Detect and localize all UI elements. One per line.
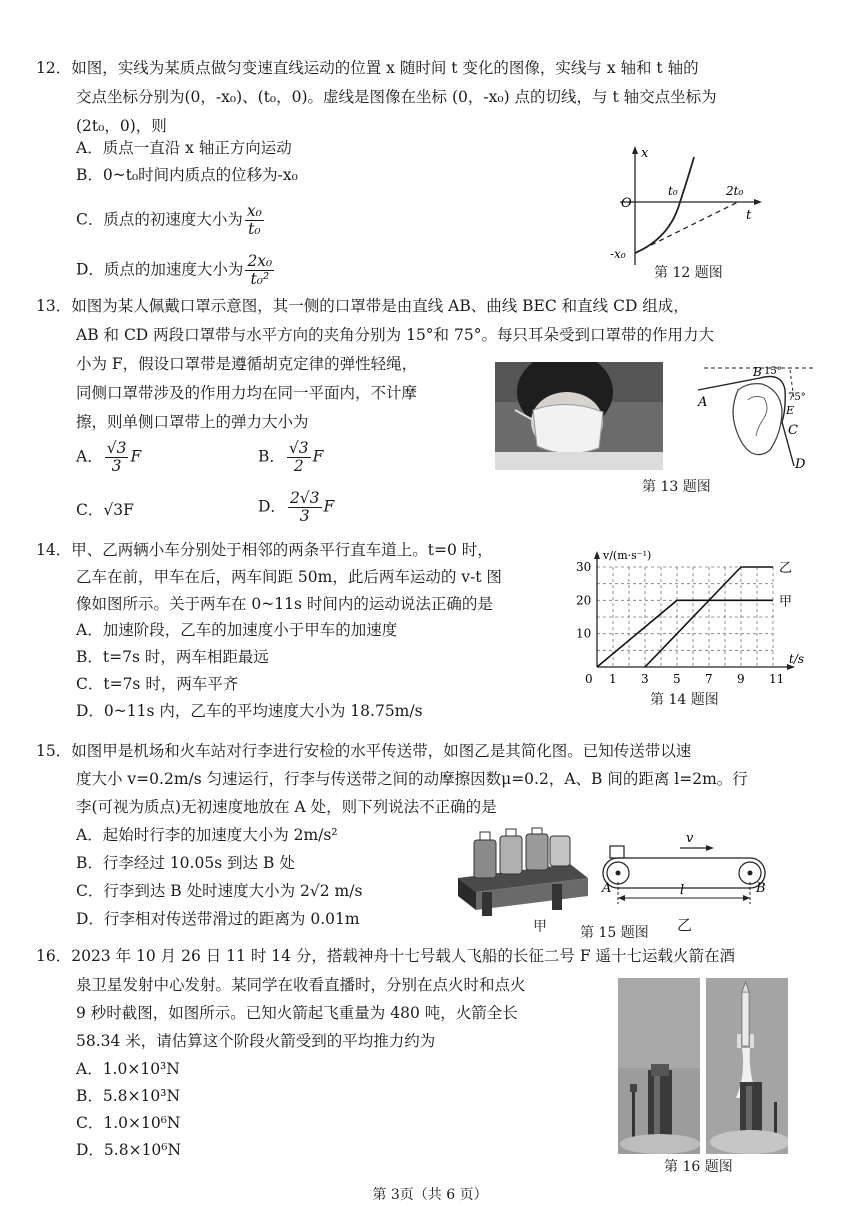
q15-label-yi: 乙 bbox=[677, 916, 693, 934]
q12-origin-label: O bbox=[621, 196, 632, 211]
q13-point-e: E bbox=[786, 404, 795, 417]
q14-vt-chart bbox=[575, 545, 815, 687]
q15-option-d: D．行李相对传送带滑过的距离为 0.01m bbox=[76, 910, 360, 928]
q14-option-b: B．t=7s 时，两车相距最远 bbox=[76, 648, 269, 666]
q12-stem-line3: (2t₀，0)，则 bbox=[76, 117, 167, 135]
q12-option-a: A．质点一直沿 x 轴正方向运动 bbox=[76, 139, 292, 157]
q15-stem-line1: 15．如图甲是机场和火车站对行李进行安检的水平传送带，如图乙是其简化图。已知传送带以速 bbox=[36, 742, 692, 760]
q12-t0-label: t₀ bbox=[668, 184, 678, 198]
q14-option-a: A．加速阶段，乙车的加速度小于甲车的加速度 bbox=[76, 621, 398, 639]
q13-mask-photo bbox=[495, 362, 663, 470]
q15-label-jia: 甲 bbox=[533, 919, 547, 935]
q13-point-d: D bbox=[795, 457, 806, 472]
q13-angle-75: 75° bbox=[788, 392, 806, 403]
q16-stem-line1: 16．2023 年 10 月 26 日 11 时 14 分，搭载神舟十七号载人飞船的长征二号 F 遥十七运载火箭在酒 bbox=[36, 947, 736, 965]
q14-stem-line2: 乙车在前，甲车在后，两车间距 50m，此后两车运动的 v-t 图 bbox=[76, 568, 502, 586]
q14-stem-line3: 像如图所示。关于两车在 0~11s 时间内的运动说法正确的是 bbox=[76, 595, 493, 613]
q13-caption: 第 13 题图 bbox=[642, 479, 711, 495]
q15-option-a: A．起始时行李的加速度大小为 2m/s² bbox=[76, 826, 338, 844]
x-tick-label: 3 bbox=[641, 672, 649, 686]
q12-stem-line2: 交点坐标分别为(0，-x₀)、(t₀，0)。虚线是图像在坐标 (0，-x₀) 点的切线，与 t 轴交点坐标为 bbox=[76, 88, 717, 106]
x-tick-label: 0 bbox=[585, 672, 593, 686]
q13-stem-line3: 小为 F，假设口罩带是遵循胡克定律的弹性轻绳， bbox=[76, 355, 418, 373]
q16-option-c: C．1.0×10⁶N bbox=[76, 1114, 181, 1132]
q15-velocity-label: v bbox=[686, 832, 694, 846]
q16-stem-line4: 58.34 米，请估算这个阶段火箭受到的平均推力约为 bbox=[76, 1032, 436, 1050]
q13-option-d: D． $\frac{2√3}{3}$ F bbox=[258, 489, 335, 525]
q13-stem-line2: AB 和 CD 两段口罩带与水平方向的夹角分别为 15°和 75°。每只耳朵受到口罩带的作用力大 bbox=[76, 326, 714, 344]
q14-option-c: C．t=7s 时，两车平齐 bbox=[76, 675, 239, 693]
series-label-乙: 乙 bbox=[779, 561, 793, 576]
q15-caption: 第 15 题图 bbox=[580, 925, 649, 941]
q15-option-b: B．行李经过 10.05s 到达 B 处 bbox=[76, 854, 295, 872]
q15-option-c: C．行李到达 B 处时速度大小为 2√2 m/s bbox=[76, 882, 363, 900]
q16-launch-photo-ignition bbox=[618, 978, 700, 1154]
x-tick-label: 11 bbox=[769, 672, 785, 686]
q12-minus-x0-label: -x₀ bbox=[610, 247, 626, 261]
q16-launch-photo-9s bbox=[706, 978, 788, 1154]
series-label-甲: 甲 bbox=[779, 594, 793, 610]
q15-point-a: A bbox=[602, 881, 612, 896]
q14-option-d: D．0~11s 内，乙车的平均速度大小为 18.75m/s bbox=[76, 702, 423, 720]
x-tick-label: 1 bbox=[609, 672, 617, 686]
q15-conveyor-photo bbox=[452, 826, 590, 918]
y-tick-label: 20 bbox=[576, 593, 592, 608]
q12-figure bbox=[608, 143, 778, 268]
q13-point-a: A bbox=[698, 395, 708, 410]
q13-option-c: C．√3F bbox=[76, 501, 134, 519]
q15-stem-line3: 李(可视为质点)无初速度地放在 A 处，则下列说法不正确的是 bbox=[76, 798, 497, 816]
q14-caption: 第 14 题图 bbox=[650, 692, 719, 708]
page-footer: 第 3页（共 6 页） bbox=[372, 1187, 488, 1203]
q15-conveyor-diagram bbox=[598, 832, 783, 924]
q14-stem-line1: 14．甲、乙两辆小车分别处于相邻的两条平行直车道上。t=0 时， bbox=[36, 541, 493, 559]
q15-length-label: l bbox=[680, 883, 685, 898]
q15-stem-line2: 度大小 v=0.2m/s 匀速运行，行李与传送带之间的动摩擦因数μ=0.2，A、B 间的距离 l=2m。行 bbox=[76, 770, 748, 788]
q12-stem-line1: 12．如图，实线为某质点做匀变速直线运动的位置 x 随时间 t 变化的图像，实线与 x 轴和 t 轴的 bbox=[36, 59, 699, 77]
y-tick-label: 30 bbox=[576, 560, 592, 574]
y-tick-label: 10 bbox=[576, 626, 592, 641]
q16-stem-line2: 泉卫星发射中心发射。某同学在收看直播时，分别在点火时和点火 bbox=[76, 976, 526, 994]
q12-caption: 第 12 题图 bbox=[654, 265, 723, 281]
q12-t-axis-label: t bbox=[746, 208, 752, 223]
q16-option-a: A．1.0×10³N bbox=[76, 1060, 180, 1078]
x-tick-label: 5 bbox=[673, 672, 681, 686]
q16-caption: 第 16 题图 bbox=[664, 1159, 733, 1175]
q13-angle-15: 15° bbox=[764, 366, 782, 377]
x-axis-label: t/s bbox=[789, 652, 805, 666]
y-axis-label: v/(m·s⁻¹) bbox=[603, 549, 652, 562]
q16-stem-line3: 9 秒时截图，如图所示。已知火箭起飞重量为 480 吨，火箭全长 bbox=[76, 1004, 518, 1022]
q13-point-b: B bbox=[753, 365, 762, 379]
q13-stem-line1: 13．如图为某人佩戴口罩示意图，其一侧的口罩带是由直线 AB、曲线 BEC 和直线 CD 组成， bbox=[36, 297, 689, 315]
y-axis-arrow bbox=[594, 551, 600, 559]
q16-option-b: B．5.8×10³N bbox=[76, 1087, 181, 1105]
q13-stem-line4: 同侧口罩带涉及的作用力均在同一平面内，不计摩 bbox=[76, 384, 418, 402]
q12-option-b: B．0~t₀时间内质点的位移为-x₀ bbox=[76, 166, 298, 184]
q12-option-c: C．质点的初速度大小为 $\frac{\text{x₀}}{\text{t₀}}$ bbox=[76, 202, 262, 238]
x-tick-label: 7 bbox=[705, 672, 713, 686]
q12-x-axis-label: x bbox=[641, 146, 649, 161]
q13-option-b: B． $\frac{√3}{2}$ F bbox=[258, 439, 324, 475]
q13-ear-figure bbox=[690, 360, 820, 472]
q13-option-a: A． $\frac{√3}{3}$ F bbox=[76, 439, 142, 475]
q12-2t0-label: 2t₀ bbox=[726, 184, 744, 198]
q16-option-d: D．5.8×10⁶N bbox=[76, 1141, 182, 1159]
q13-point-c: C bbox=[788, 423, 798, 438]
x-tick-label: 9 bbox=[737, 672, 745, 686]
q15-point-b: B bbox=[756, 881, 766, 896]
q12-option-d: D．质点的加速度大小为 $\frac{\text{2x₀}}{\text{t₀²}}$ bbox=[76, 252, 273, 288]
q13-stem-line5: 擦，则单侧口罩带上的弹力大小为 bbox=[76, 413, 309, 431]
